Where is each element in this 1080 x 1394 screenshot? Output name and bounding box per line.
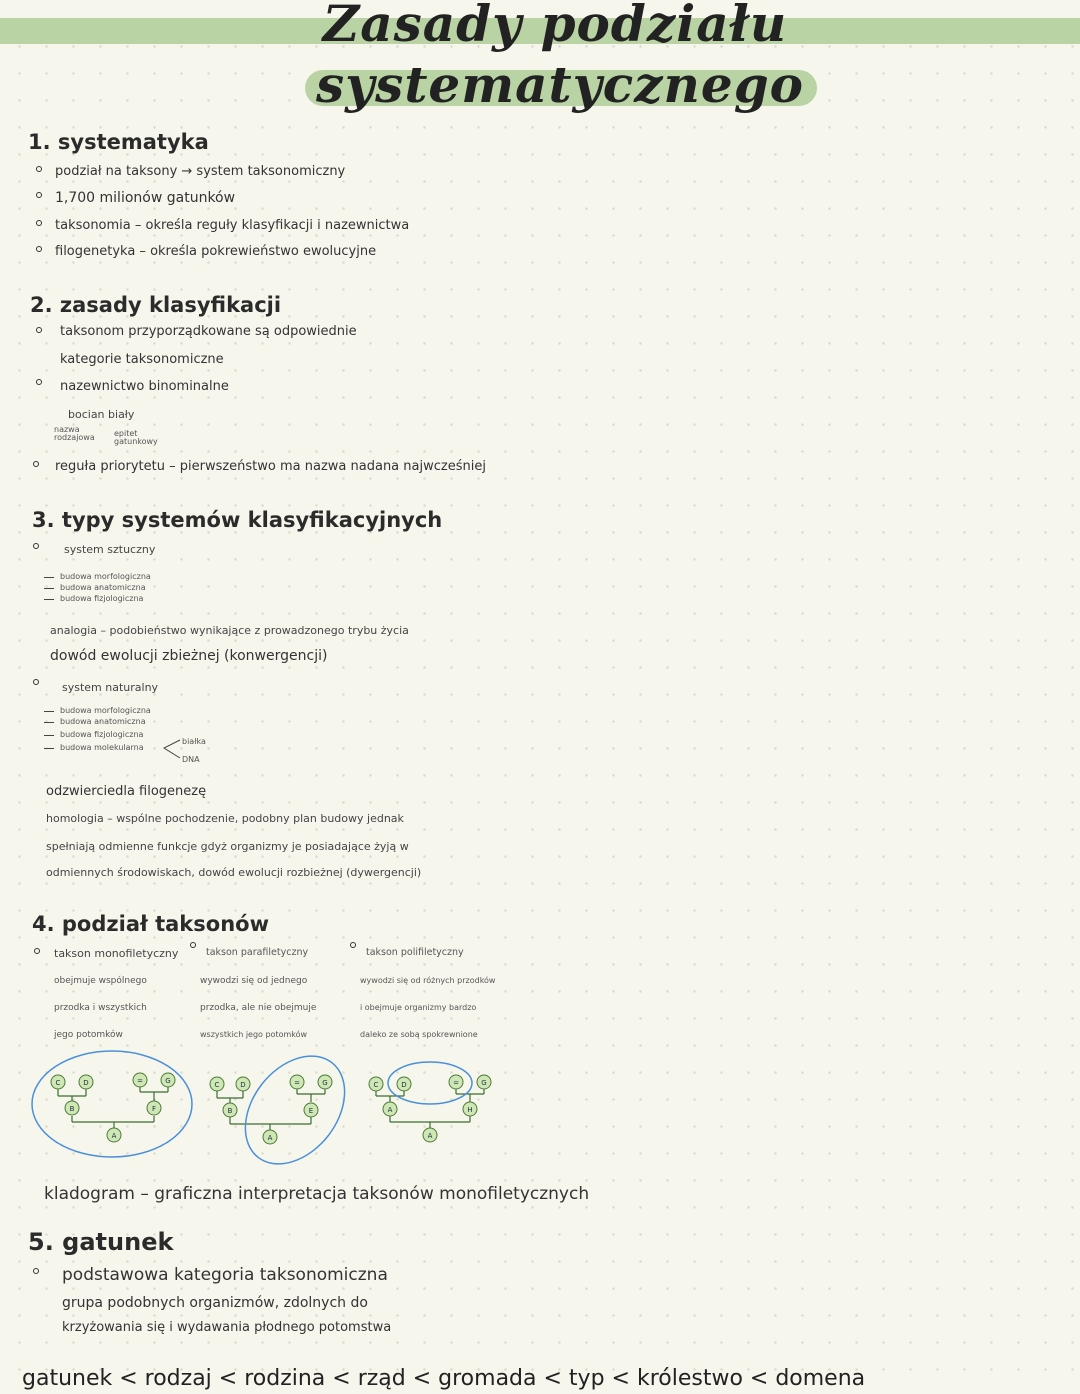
cladogram-node <box>463 1102 477 1116</box>
s4-col1-title: takson monofiletyczny <box>54 947 179 960</box>
svg-text:=: = <box>137 1077 143 1085</box>
bullet <box>36 379 42 385</box>
s3-branch-1: białka <box>182 737 206 746</box>
s1-item-3: taksonomia – określa reguły klasyfikacji i nazewnictwa <box>55 218 410 233</box>
s1-item-4: filogenetyka – określa pokrewieństwo ewolucyjne <box>55 244 377 259</box>
cladogram-node <box>304 1103 318 1117</box>
bullet <box>36 327 42 333</box>
svg-text:C: C <box>55 1079 61 1087</box>
s3-nat-list-4: budowa molekularna <box>60 743 144 752</box>
s1-item-2: 1,700 milionów gatunków <box>55 190 236 206</box>
svg-text:E: E <box>308 1107 314 1115</box>
cladogram-node <box>423 1128 437 1142</box>
s3-homology-3: odmiennych środowiskach, dowód ewolucji rozbieżnej (dywergencji) <box>46 866 422 879</box>
s3-art-list-3: budowa fizjologiczna <box>60 594 144 603</box>
s3-branch-2: DNA <box>182 755 200 764</box>
taxonomic-hierarchy: gatunek < rodzaj < rodzina < rząd < gromada < typ < królestwo < domena <box>22 1366 866 1391</box>
bullet <box>36 192 42 198</box>
bullet <box>33 679 39 685</box>
s3-art-list-2: budowa anatomiczna <box>60 583 146 592</box>
s3-nat-list-2: budowa anatomiczna <box>60 717 146 726</box>
s3-art-list-1: budowa morfologiczna <box>60 572 151 581</box>
cladogram-figures <box>30 1040 510 1170</box>
svg-text:C: C <box>373 1081 379 1089</box>
bullet <box>350 942 356 948</box>
s5-line-2: grupa podobnych organizmów, zdolnych do <box>62 1295 368 1311</box>
svg-text:A: A <box>267 1134 273 1142</box>
svg-text:B: B <box>69 1105 75 1113</box>
s3-phylogeny: odzwierciedla filogenezę <box>46 784 207 799</box>
svg-text:G: G <box>322 1079 328 1087</box>
svg-text:D: D <box>83 1079 89 1087</box>
page-title-line-2: systematycznego <box>315 55 805 114</box>
section-2-heading: 2. zasady klasyfikacji <box>30 293 282 317</box>
bullet <box>33 1268 39 1274</box>
bullet <box>36 220 42 226</box>
cladogram-node <box>107 1128 121 1142</box>
cladogram-node <box>449 1075 463 1089</box>
cladogram-node <box>65 1101 79 1115</box>
svg-text:D: D <box>240 1081 246 1089</box>
section-1-heading: 1. systematyka <box>28 130 209 154</box>
s3-analogy-1: analogia – podobieństwo wynikające z prowadzonego trybu życia <box>50 624 409 637</box>
s4-col2-line-2: przodka, ale nie obejmuje <box>200 1003 317 1013</box>
svg-text:B: B <box>227 1107 233 1115</box>
s3-analogy-2: dowód ewolucji zbieżnej (konwergencji) <box>50 648 328 664</box>
s2-item-3: reguła priorytetu – pierwszeństwo ma nazwa nadana najwcześniej <box>55 459 486 474</box>
s4-col1-line-1: obejmuje wspólnego <box>54 976 147 986</box>
cladogram-node <box>133 1073 147 1087</box>
s3-homology-2: spełniają odmienne funkcje gdyż organizmy je posiadające żyją w <box>46 840 409 853</box>
cladogram-node <box>263 1130 277 1144</box>
cladogram-node <box>51 1075 65 1089</box>
cladogram-node <box>223 1103 237 1117</box>
s4-col1-line-3: jego potomków <box>54 1030 123 1040</box>
svg-text:A: A <box>387 1106 393 1114</box>
svg-text:D: D <box>401 1081 407 1089</box>
bullet <box>36 246 42 252</box>
cladogram-node <box>210 1077 224 1091</box>
s2-item-2: nazewnictwo binominalne <box>60 379 229 394</box>
svg-text:F: F <box>151 1105 157 1113</box>
s5-line-1: podstawowa kategoria taksonomiczna <box>62 1265 388 1285</box>
s2-example-left: nazwa rodzajowa <box>54 425 95 442</box>
cladogram-node <box>369 1077 383 1091</box>
cladogram-node <box>477 1075 491 1089</box>
cladogram-node <box>161 1073 175 1087</box>
s4-col2-line-1: wywodzi się od jednego <box>200 976 308 986</box>
bullet <box>33 461 39 467</box>
svg-text:C: C <box>214 1081 220 1089</box>
cladogram-node <box>79 1075 93 1089</box>
cladogram-node <box>397 1077 411 1091</box>
s4-col2-title: takson parafiletyczny <box>206 947 309 958</box>
cladogram-definition: kladogram – graficzna interpretacja taksonów monofiletycznych <box>44 1184 590 1204</box>
cladogram-node <box>290 1075 304 1089</box>
svg-text:A: A <box>427 1132 433 1140</box>
s3-natural-title: system naturalny <box>62 681 159 694</box>
s5-line-3: krzyżowania się i wydawania płodnego potomstwa <box>62 1320 392 1335</box>
s2-example-right: epitet gatunkowy <box>114 429 158 446</box>
s4-col3-line-2: i obejmuje organizmy bardzo <box>360 1003 477 1012</box>
s3-homology-1: homologia – wspólne pochodzenie, podobny plan budowy jednak <box>46 812 404 825</box>
s4-col3-line-3: daleko ze sobą spokrewnione <box>360 1030 478 1039</box>
svg-text:G: G <box>165 1077 171 1085</box>
bullet <box>33 543 39 549</box>
cladogram-node <box>383 1102 397 1116</box>
cladogram-node <box>147 1101 161 1115</box>
section-5-heading: 5. gatunek <box>28 1228 174 1256</box>
bullet <box>36 166 42 172</box>
s4-col3-title: takson polifiletyczny <box>366 947 464 958</box>
page-title-line-1: Zasady podziału <box>322 0 788 53</box>
svg-text:A: A <box>111 1132 117 1140</box>
s3-nat-list-3: budowa fizjologiczna <box>60 730 144 739</box>
s3-nat-list-1: budowa morfologiczna <box>60 706 151 715</box>
svg-text:=: = <box>453 1079 459 1087</box>
section-3-heading: 3. typy systemów klasyfikacyjnych <box>32 508 443 532</box>
branch-arrow <box>160 736 184 764</box>
bullet <box>34 948 40 954</box>
bullet <box>190 942 196 948</box>
section-4-heading: 4. podział taksonów <box>32 912 269 936</box>
s1-item-1: podział na taksony → system taksonomiczny <box>55 164 346 179</box>
s2-example-name: bocian biały <box>68 408 135 421</box>
cladogram-node <box>236 1077 250 1091</box>
s2-item-1b: kategorie taksonomiczne <box>60 352 224 367</box>
s4-col1-line-2: przodka i wszystkich <box>54 1003 147 1013</box>
svg-text:G: G <box>481 1079 487 1087</box>
s4-col3-line-1: wywodzi się od różnych przodków <box>360 976 496 985</box>
svg-text:H: H <box>467 1106 473 1114</box>
cladogram-node <box>318 1075 332 1089</box>
s2-item-1a: taksonom przyporządkowane są odpowiednie <box>60 324 357 339</box>
s3-artificial-title: system sztuczny <box>64 543 156 556</box>
svg-text:=: = <box>294 1079 300 1087</box>
clade-ellipse <box>225 1040 365 1170</box>
s4-col2-line-3: wszystkich jego potomków <box>200 1030 308 1039</box>
